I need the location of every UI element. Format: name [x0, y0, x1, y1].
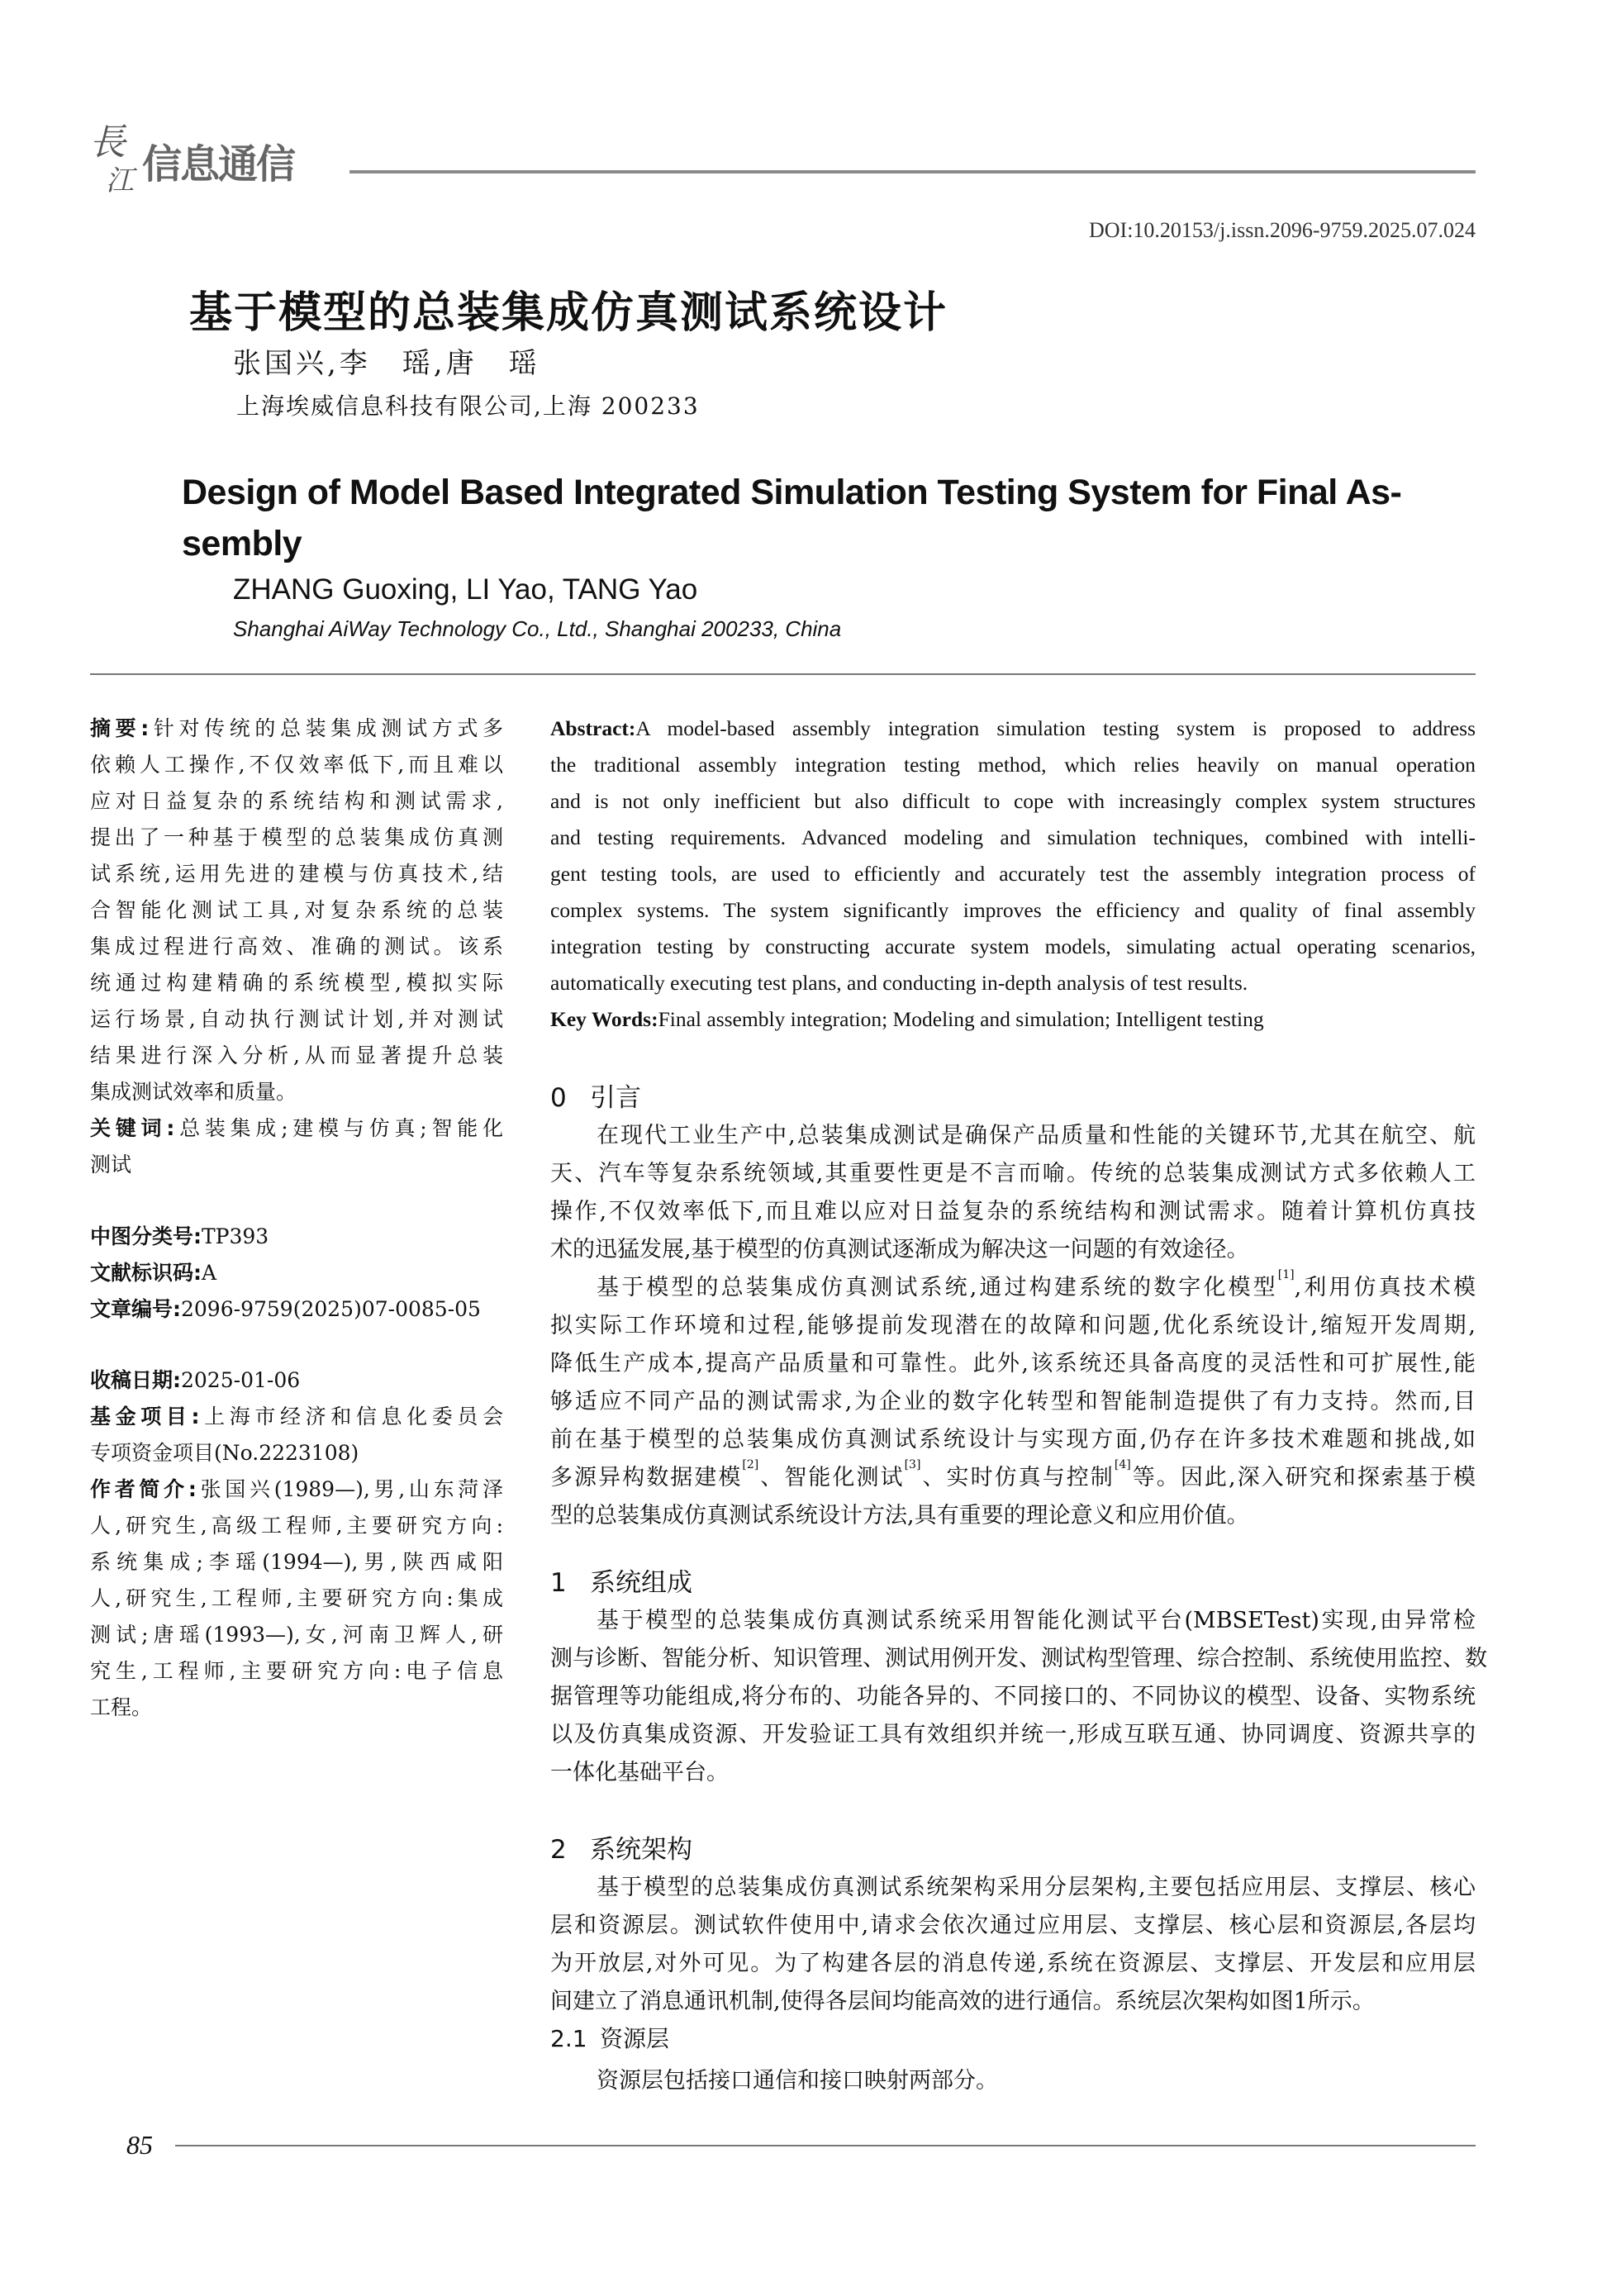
text-line — [90, 1544, 503, 1581]
section-number: 2.1 — [550, 2025, 587, 2052]
text-segment: ,利用仿真技术模 — [1294, 1275, 1476, 1300]
field-value: and testing requirements. Advanced modeling and simulation techniques, combined with intelli- — [550, 825, 1476, 849]
text-line — [90, 965, 503, 1001]
field-value: 上海市经济和信息化委员会 — [199, 1405, 503, 1428]
text-line — [550, 1716, 1476, 1754]
text-line — [550, 1421, 1476, 1459]
abstract-en — [550, 711, 1476, 1038]
text-segment: 、智能化测试 — [758, 1465, 905, 1490]
text-line — [550, 1678, 1476, 1716]
text-segment: 在现代工业生产中,总装集成测试是确保产品质量和性能的关键环节,尤其在航空、航 — [597, 1123, 1476, 1148]
text-segment: 降低生产成本,提高产品质量和可靠性。此外,该系统还具备高度的灵活性和可扩展性,能 — [550, 1351, 1476, 1376]
journal-logo-calligraphy: 長 江 — [89, 121, 134, 197]
field-value: 总装集成;建模与仿真;智能化 — [174, 1116, 503, 1140]
text-line — [90, 1110, 503, 1147]
text-line — [90, 1219, 503, 1255]
text-segment: 多源异构数据建模 — [550, 1465, 743, 1490]
text-segment: 、实时仿真与控制 — [920, 1465, 1115, 1490]
text-line — [90, 1255, 503, 1291]
citation: [4] — [1114, 1458, 1131, 1471]
title-cn: 基于模型的总装集成仿真测试系统设计 — [189, 288, 948, 338]
field-value: 试系统,运用先进的建模与仿真技术,结 — [90, 862, 503, 886]
text-line — [90, 929, 503, 965]
text-line — [550, 783, 1476, 820]
text-line — [550, 856, 1476, 892]
text-segment: 以及仿真集成资源、开发验证工具有效组织并统一,形成互联互通、协同调度、资源共享的 — [550, 1722, 1476, 1747]
field-value: 针对传统的总装集成测试方式多 — [149, 716, 503, 740]
field-value: automatically executing test plans, and conducting in-depth analysis of test results. — [550, 971, 1248, 995]
field-value: 结果进行深入分析,从而显著提升总装 — [90, 1043, 503, 1067]
field-value: 依赖人工操作,不仅效率低下,而且难以 — [90, 753, 503, 777]
text-line — [90, 783, 503, 820]
text-line — [90, 1399, 503, 1435]
text-line — [550, 1269, 1476, 1307]
journal-logo-name: 信息通信 — [142, 141, 295, 188]
header-rule — [349, 170, 1476, 174]
text-line — [550, 1602, 1476, 1640]
text-line — [90, 1471, 503, 1508]
text-segment: 间建立了消息通讯机制,使得各层间均能高效的进行通信。系统层次架构如图1所示。 — [550, 1989, 1375, 2014]
text-line — [550, 1345, 1476, 1383]
field-value: gent testing tools, are used to efficiently and accurately test the assembly integration process of — [550, 862, 1476, 886]
text-line — [550, 1117, 1476, 1155]
field-value: integration testing by constructing accurate system models, simulating actual operating scenarios, — [550, 934, 1476, 958]
section-introduction — [550, 1077, 1476, 1535]
text-segment: 测与诊断、智能分析、知识管理、测试用例开发、测试构型管理、综合控制、系统使用监控、数 — [550, 1646, 1487, 1671]
field-label: Abstract: — [550, 716, 636, 740]
field-value: 究生,工程师,主要研究方向:电子信息 — [90, 1659, 503, 1683]
text-line — [550, 1907, 1476, 1945]
text-segment: 操作,不仅效率低下,而且难以应对日益复杂的系统结构和测试需求。随着计算机仿真技 — [550, 1199, 1476, 1224]
section-title: 系统架构 — [590, 1835, 692, 1865]
text-line — [90, 1074, 503, 1110]
text-line — [90, 1038, 503, 1074]
text-line — [550, 1459, 1476, 1497]
field-value: 运行场景,自动执行测试计划,并对测试 — [90, 1007, 503, 1031]
text-line — [90, 892, 503, 929]
subsection-resource-layer — [550, 2021, 1476, 2100]
field-value: 人,研究生,工程师,主要研究方向:集成 — [90, 1586, 503, 1610]
text-line — [550, 1640, 1487, 1678]
text-line — [550, 1983, 1476, 2021]
text-line — [90, 747, 503, 783]
field-value: 集成过程进行高效、准确的测试。该系 — [90, 934, 503, 958]
title-en-line: Design of Model Based Integrated Simulation Testing System for Final As- — [182, 473, 1402, 512]
text-line — [550, 711, 1476, 747]
field-label: 作者简介: — [90, 1477, 197, 1501]
field-label: 文章编号: — [90, 1297, 181, 1321]
text-line — [550, 1383, 1476, 1421]
text-line — [550, 1155, 1476, 1193]
field-value: the traditional assembly integration testing method, which relies heavily on manual operation — [550, 753, 1476, 777]
field-value: 工程。 — [90, 1695, 153, 1719]
text-segment: 基于模型的总装集成仿真测试系统采用智能化测试平台(MBSETest)实现,由异常检 — [597, 1608, 1476, 1633]
abstract-cn — [90, 711, 503, 1183]
field-value: 2025-01-06 — [181, 1368, 301, 1392]
text-line — [90, 1581, 503, 1617]
field-value: 2096-9759(2025)07-0085-05 — [181, 1297, 481, 1321]
field-label: 关键词: — [90, 1116, 175, 1140]
section-heading — [550, 1077, 1476, 1117]
text-line — [550, 1754, 1476, 1792]
text-line — [550, 820, 1476, 856]
section-system-composition — [550, 1562, 1487, 1792]
text-line — [550, 747, 1476, 783]
text-line — [550, 1945, 1476, 1983]
text-line — [550, 965, 1476, 1001]
text-segment: 够适应不同产品的测试需求,为企业的数字化转型和智能制造提供了有力支持。然而,目 — [550, 1389, 1476, 1414]
text-segment: 型的总装集成仿真测试系统设计方法,具有重要的理论意义和应用价值。 — [550, 1503, 1249, 1528]
field-value: TP393 — [202, 1224, 269, 1248]
field-value: Final assembly integration; Modeling and simulation; Intelligent testing — [658, 1007, 1264, 1031]
field-value: 测试 — [90, 1153, 132, 1177]
text-line — [550, 929, 1476, 965]
text-line — [550, 892, 1476, 929]
section-heading — [550, 1828, 1476, 1869]
text-line — [90, 1291, 503, 1328]
section-title: 引言 — [590, 1083, 641, 1113]
text-line — [90, 1147, 503, 1183]
field-value: A model-based assembly integration simulation testing system is proposed to address — [635, 716, 1476, 740]
text-line — [550, 1001, 1476, 1038]
section-heading — [550, 1562, 1476, 1602]
section-number: 2 — [550, 1835, 567, 1865]
citation: [3] — [904, 1458, 921, 1471]
field-value: 合智能化测试工具,对复杂系统的总装 — [90, 898, 503, 922]
field-value: 统通过构建精确的系统模型,模拟实际 — [90, 971, 503, 995]
section-heading — [550, 2021, 1476, 2062]
text-line — [90, 1362, 503, 1399]
field-label: 收稿日期: — [90, 1368, 181, 1392]
field-value: 张国兴(1989—),男,山东菏泽 — [196, 1477, 504, 1501]
text-segment: 基于模型的总装集成仿真测试系统架构采用分层架构,主要包括应用层、支撑层、核心 — [597, 1875, 1476, 1900]
text-segment: 前在基于模型的总装集成仿真测试系统设计与实现方面,仍存在许多技术难题和挑战,如 — [550, 1427, 1476, 1452]
field-value: 应对日益复杂的系统结构和测试需求, — [90, 789, 503, 813]
article-info — [90, 1362, 503, 1726]
section-body — [550, 2062, 1476, 2100]
section-number: 0 — [550, 1083, 567, 1113]
citation: [1] — [1277, 1268, 1295, 1281]
title-en-line: sembly — [182, 524, 302, 563]
authors-cn: 张国兴,李 瑶,唐 瑶 — [233, 347, 540, 380]
text-segment: 天、汽车等复杂系统领域,其重要性更是不言而喻。传统的总装集成测试方式多依赖人工 — [550, 1161, 1476, 1186]
field-value: complex systems. The system significantly improves the efficiency and quality of final assembly — [550, 898, 1476, 922]
text-line — [90, 711, 503, 747]
field-value: and is not only inefficient but also difficult to cope with increasingly complex system structures — [550, 789, 1476, 813]
field-value: A — [202, 1261, 217, 1285]
section-system-architecture — [550, 1828, 1476, 2021]
section-number: 1 — [550, 1568, 567, 1598]
text-line — [550, 1869, 1476, 1907]
doi: DOI:10.20153/j.issn.2096-9759.2025.07.024 — [1089, 218, 1476, 242]
text-line — [90, 820, 503, 856]
footer-rule — [175, 2145, 1476, 2146]
field-value: 系统集成;李瑶(1994—),男,陕西咸阳 — [90, 1550, 503, 1574]
section-body — [550, 1869, 1476, 2021]
text-line — [550, 2062, 1476, 2100]
field-value: 集成测试效率和质量。 — [90, 1080, 297, 1104]
text-line — [550, 1307, 1476, 1345]
text-line — [550, 1497, 1476, 1535]
section-body — [550, 1117, 1476, 1535]
page-number: 85 — [126, 2130, 153, 2160]
affiliation-en: Shanghai AiWay Technology Co., Ltd., Shanghai 200233, China — [233, 616, 842, 641]
text-line — [90, 1690, 503, 1726]
text-segment: 一体化基础平台。 — [550, 1760, 729, 1785]
text-line — [90, 1001, 503, 1038]
text-line — [90, 1435, 503, 1471]
text-line — [550, 1231, 1476, 1269]
text-segment: 为开放层,对外可见。为了构建各层的消息传递,系统在资源层、支撑层、开发层和应用层 — [550, 1951, 1476, 1976]
text-line — [90, 1617, 503, 1653]
title-en — [182, 467, 1479, 569]
section-body — [550, 1602, 1487, 1792]
field-value: 人,研究生,高级工程师,主要研究方向: — [90, 1514, 503, 1538]
text-segment: 等。因此,深入研究和探索基于模 — [1130, 1465, 1476, 1490]
citation: [2] — [742, 1458, 759, 1471]
section-title: 系统组成 — [590, 1568, 692, 1598]
field-value: 测试;唐瑶(1993—),女,河南卫辉人,研 — [90, 1623, 503, 1647]
text-segment: 拟实际工作环境和过程,能够提前发现潜在的故障和问题,优化系统设计,缩短开发周期, — [550, 1313, 1476, 1338]
text-line — [90, 1508, 503, 1544]
field-label: 基金项目: — [90, 1405, 200, 1428]
text-line — [90, 1653, 503, 1690]
field-label: 摘要: — [90, 716, 150, 740]
classification-info — [90, 1219, 503, 1328]
field-label: Key Words: — [550, 1007, 658, 1031]
text-segment: 资源层包括接口通信和接口映射两部分。 — [597, 2068, 998, 2094]
field-label: 文献标识码: — [90, 1261, 202, 1285]
text-segment: 层和资源层。测试软件使用中,请求会依次通过应用层、支撑层、核心层和资源层,各层均 — [550, 1913, 1476, 1938]
section-rule — [90, 673, 1476, 675]
text-segment: 基于模型的总装集成仿真测试系统,通过构建系统的数字化模型 — [597, 1275, 1278, 1300]
authors-en: ZHANG Guoxing, LI Yao, TANG Yao — [233, 573, 698, 606]
text-segment: 术的迅猛发展,基于模型的仿真测试逐渐成为解决这一问题的有效途径。 — [550, 1237, 1249, 1262]
affiliation-cn: 上海埃威信息科技有限公司,上海 200233 — [236, 392, 700, 420]
text-line — [90, 856, 503, 892]
field-value: 专项资金项目(No.2223108) — [90, 1441, 359, 1465]
text-line — [550, 1193, 1476, 1231]
text-segment: 据管理等功能组成,将分布的、功能各异的、不同接口的、不同协议的模型、设备、实物系统 — [550, 1684, 1476, 1709]
field-value: 提出了一种基于模型的总装集成仿真测 — [90, 825, 503, 849]
field-label: 中图分类号: — [90, 1224, 202, 1248]
section-title: 资源层 — [600, 2025, 670, 2052]
